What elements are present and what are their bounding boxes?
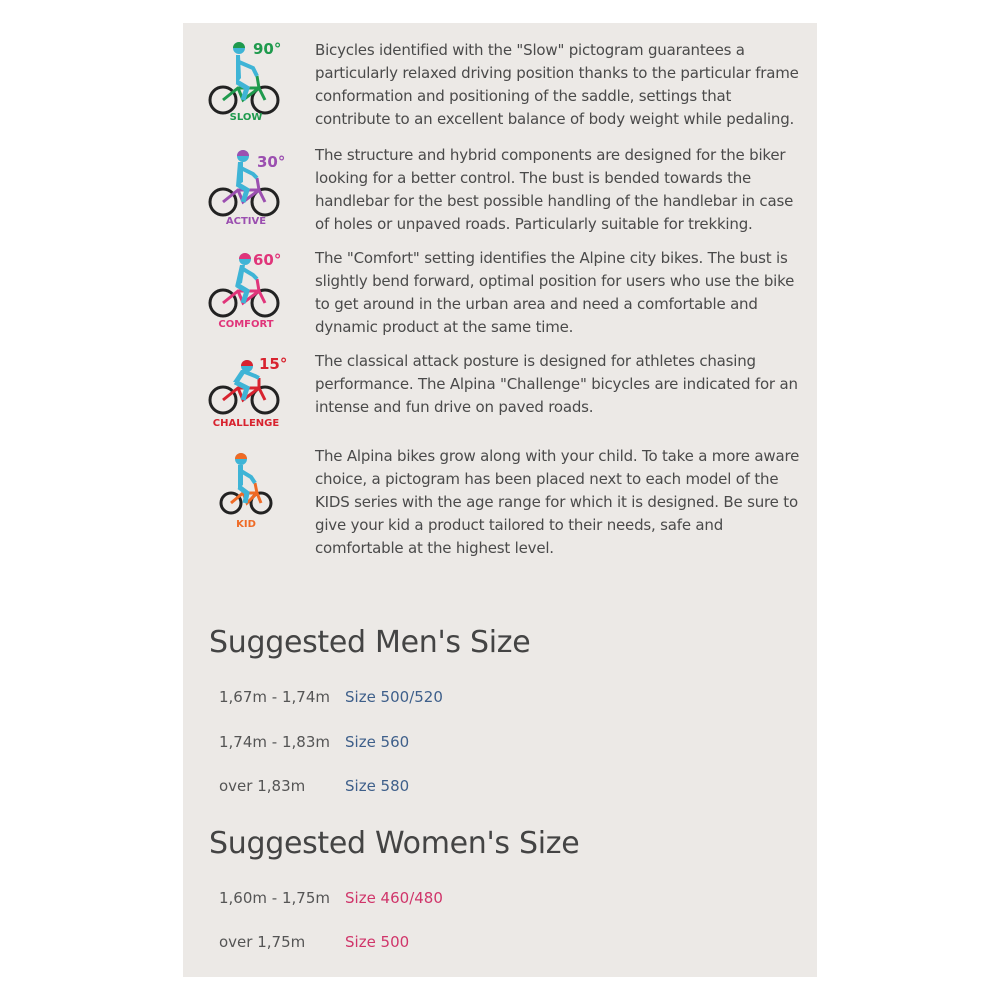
pictogram-label: SLOW [229, 112, 263, 123]
frame-size: Size 580 [345, 777, 410, 795]
frame-size: Size 460/480 [345, 889, 443, 907]
height-range: over 1,83m [219, 777, 306, 795]
bike-type-description: Bicycles identified with the "Slow" pictogram guarantees a particularly relaxed driving position thanks to the particular frame conformation and positioning of the saddle, settings that contribute to an excellent balance of body weight while pedaling. [315, 41, 799, 128]
pictogram-label: COMFORT [218, 319, 274, 330]
pictogram-label: KID [236, 519, 256, 530]
pictogram-angle: 30° [257, 153, 286, 171]
height-range: over 1,75m [219, 933, 306, 951]
bike-type-description: The Alpina bikes grow along with your child. To take a more aware choice, a pictogram has been placed next to each model of the KIDS series with the age range for which it is designed. Be sure to give your kid a product tailored to their needs, safe and comfortable at the highest level. [315, 447, 800, 557]
bike-type-description: The structure and hybrid components are designed for the biker looking for a better control. The bust is bended towards the handlebar for the best possible handling of the handlebar in case of holes or unpaved roads. Particularly suitable for trekking. [315, 146, 794, 233]
pictogram-angle: 60° [253, 251, 282, 269]
pictogram-label: CHALLENGE [212, 418, 280, 429]
frame-size: Size 560 [345, 733, 410, 751]
pictogram-label: ACTIVE [225, 216, 267, 227]
bike-type-description: The "Comfort" setting identifies the Alpine city bikes. The bust is slightly bend forward, optimal position for users who use the bike to get around in the urban area and need a comfortable and dynamic product at the same time. [315, 249, 795, 336]
height-range: 1,60m - 1,75m [219, 889, 330, 907]
challenge-pictogram [203, 350, 289, 440]
height-range: 1,67m - 1,74m [219, 688, 330, 706]
pictogram-angle: 15° [259, 355, 288, 373]
kid-pictogram [203, 451, 289, 541]
pictogram-angle: 90° [253, 40, 282, 58]
size-guide-panel [183, 23, 817, 977]
slow-pictogram [203, 38, 289, 128]
bike-type-description: The classical attack posture is designed for athletes chasing performance. The Alpina "Challenge" bicycles are indicated for an intense and fun drive on paved roads. [315, 352, 798, 416]
active-pictogram [203, 144, 289, 234]
frame-size: Size 500/520 [345, 688, 443, 706]
height-range: 1,74m - 1,83m [219, 733, 330, 751]
womens-size-heading: Suggested Women's Size [209, 826, 580, 861]
frame-size: Size 500 [345, 933, 410, 951]
mens-size-heading: Suggested Men's Size [209, 625, 531, 660]
comfort-pictogram [203, 247, 289, 337]
